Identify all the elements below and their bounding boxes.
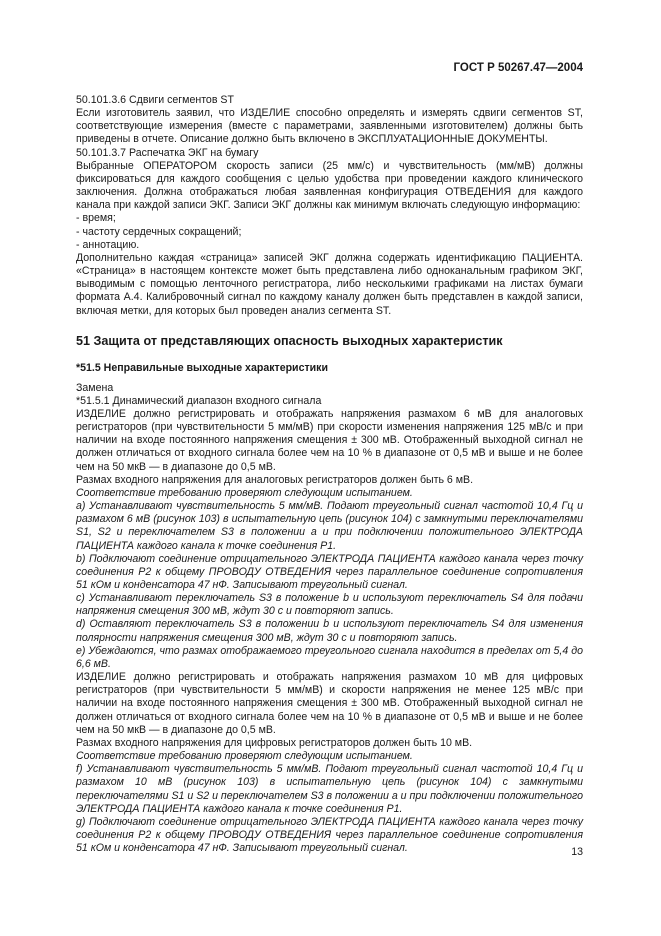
test-step-e: е) Убеждаются, что размах отображаемого треугольного сигнала находится в пределах от 5,4 до 6,6 мВ.: [76, 644, 583, 670]
paragraph: ИЗДЕЛИЕ должно регистрировать и отображать напряжения размахом 6 мВ для аналоговых регистраторов (при чувствительности 5 мм/мВ) при скорости изменения напряжения 125 мВ/с и при наличии на входе постоянного напряжения смещения ± 300 мВ. Отображенный выходной сигнал не должен отличаться от входного сигнала более чем на 10 % в диапазоне от 0,5 мВ и выше и не более чем на 50 мкВ — в диапазоне до 0,5 мВ.: [76, 407, 583, 473]
test-step-f: f) Устанавливают чувствительность 5 мм/мВ. Подают треугольный сигнал частотой 10,4 Гц и размахом 10 мВ (рисунок 103) в испытательную цепь (рисунок 104) с замкнутыми переключателями S1 и S2 и переключателем S3 в положении а и при подключении положительного ЭЛЕКТРОДА ПАЦИЕНТА каждого канала к точке соединения Р1.: [76, 763, 583, 815]
test-intro: Соответствие требованию проверяют следующим испытанием.: [76, 750, 413, 763]
paragraph: ИЗДЕЛИЕ должно регистрировать и отображать напряжения размахом 10 мВ для цифровых регистраторов (при чувствительности 5 мм/мВ) и скорости напряжения не менее 125 мВ/с при наличии на входе постоянного напряжения смещения ± 300 мВ. Отображенный выходной сигнал не должен отличаться от входного сигнала более чем на 10 % в диапазоне от 0,5 мВ и выше и не более чем на 50 мкВ — в диапазоне до 0,5 мВ.: [76, 671, 583, 736]
clause-heading-51-5-1: *51.5.1 Динамический диапазон входного сигнала: [76, 394, 322, 407]
list-item: - частоту сердечных сокращений;: [76, 225, 242, 238]
list-item: - аннотацию.: [76, 238, 140, 251]
paragraph: Размах входного напряжения для аналоговых регистраторов должен быть 6 мВ.: [76, 473, 474, 486]
page-number: 13: [571, 846, 583, 858]
replacement-label: Замена: [76, 381, 114, 394]
clause-heading-st-shift: 50.101.3.6 Сдвиги сегментов ST: [76, 94, 234, 106]
test-step-c: с) Устанавливают переключатель S3 в положение b и используют переключатель S4 для подачи напряжения смещения 300 мВ, ждут 30 с и повторяют запись.: [76, 592, 583, 618]
test-intro: Соответствие требованию проверяют следующим испытанием.: [76, 486, 413, 499]
clause-heading-ecg-print: 50.101.3.7 Распечатка ЭКГ на бумагу: [76, 146, 259, 159]
section-heading-51: 51 Защита от представляющих опасность выходных характеристик: [76, 333, 503, 348]
test-step-d: d) Оставляют переключатель S3 в положении b и используют переключатель S4 для изменения полярности напряжения смещения 300 мВ, ждут 30 с и повторяют запись.: [76, 618, 583, 644]
test-step-g: g) Подключают соединение отрицательного ЭЛЕКТРОДА ПАЦИЕНТА каждого канала через точку соединения Р2 к общему ПРОВОДУ ОТВЕДЕНИЯ через параллельное соединение сопротивления 51 кОм и конденсатора 47 нФ. Записывают треугольный сигнал.: [76, 815, 583, 855]
test-step-a: а) Устанавливают чувствительность 5 мм/мВ. Подают треугольный сигнал частотой 10,4 Гц и размахом 6 мВ (рисунок 103) в испытательную цепь (рисунок 104) с замкнутыми переключателями S1, S2 и переключателем S3 в положении а и при подключении положительного ЭЛЕКТРОДА ПАЦИЕНТА каждого канала к точке соединения Р1.: [76, 500, 583, 552]
paragraph: Если изготовитель заявил, что ИЗДЕЛИЕ способно определять и измерять сдвиги сегментов ST, соответствующие измерения (вместе с параметрами, заявленными изготовителем) должны быть приведены в отчете. Описание должно быть включено в ЭКСПЛУАТАЦИОННЫЕ ДОКУМЕНТЫ.: [76, 107, 583, 146]
test-step-b: b) Подключают соединение отрицательного ЭЛЕКТРОДА ПАЦИЕНТА каждого канала через точку соединения Р2 к общему ПРОВОДУ ОТВЕДЕНИЯ через параллельное соединение сопротивления 51 кОм и конденсатора 47 нФ. Записывают треугольный сигнал.: [76, 552, 583, 591]
paragraph: Выбранные ОПЕРАТОРОМ скорость записи (25 мм/с) и чувствительность (мм/мВ) должны фиксироваться для каждого сообщения с целью удобства при проведении каждого клинического заключения. Должна отображаться любая заявленная конфигурация ОТВЕДЕНИЯ для каждого канала при каждой записи ЭКГ. Записи ЭКГ должны как минимум включать следующую информацию:: [76, 159, 583, 212]
document-body: [76, 94, 583, 855]
subsection-heading-51-5: *51.5 Неправильные выходные характеристики: [76, 361, 328, 374]
list-item: - время;: [76, 212, 116, 225]
paragraph: Дополнительно каждая «страница» записей ЭКГ должна содержать идентификацию ПАЦИЕНТА. «Страница» в настоящем контексте может быть представлена либо одноканальным графиком ЭКГ, выводимым с помощью ленточного регистратора, либо несколькими графиками на листах бумаги формата А.4. Калибровочный сигнал по каждому каналу должен быть представлен в каждой записи, включая метки, для которых был проведен анализ сегмента ST.: [76, 251, 583, 317]
standard-header: ГОСТ Р 50267.47—2004: [453, 62, 583, 74]
paragraph: Размах входного напряжения для цифровых регистраторов должен быть 10 мВ.: [76, 736, 473, 749]
